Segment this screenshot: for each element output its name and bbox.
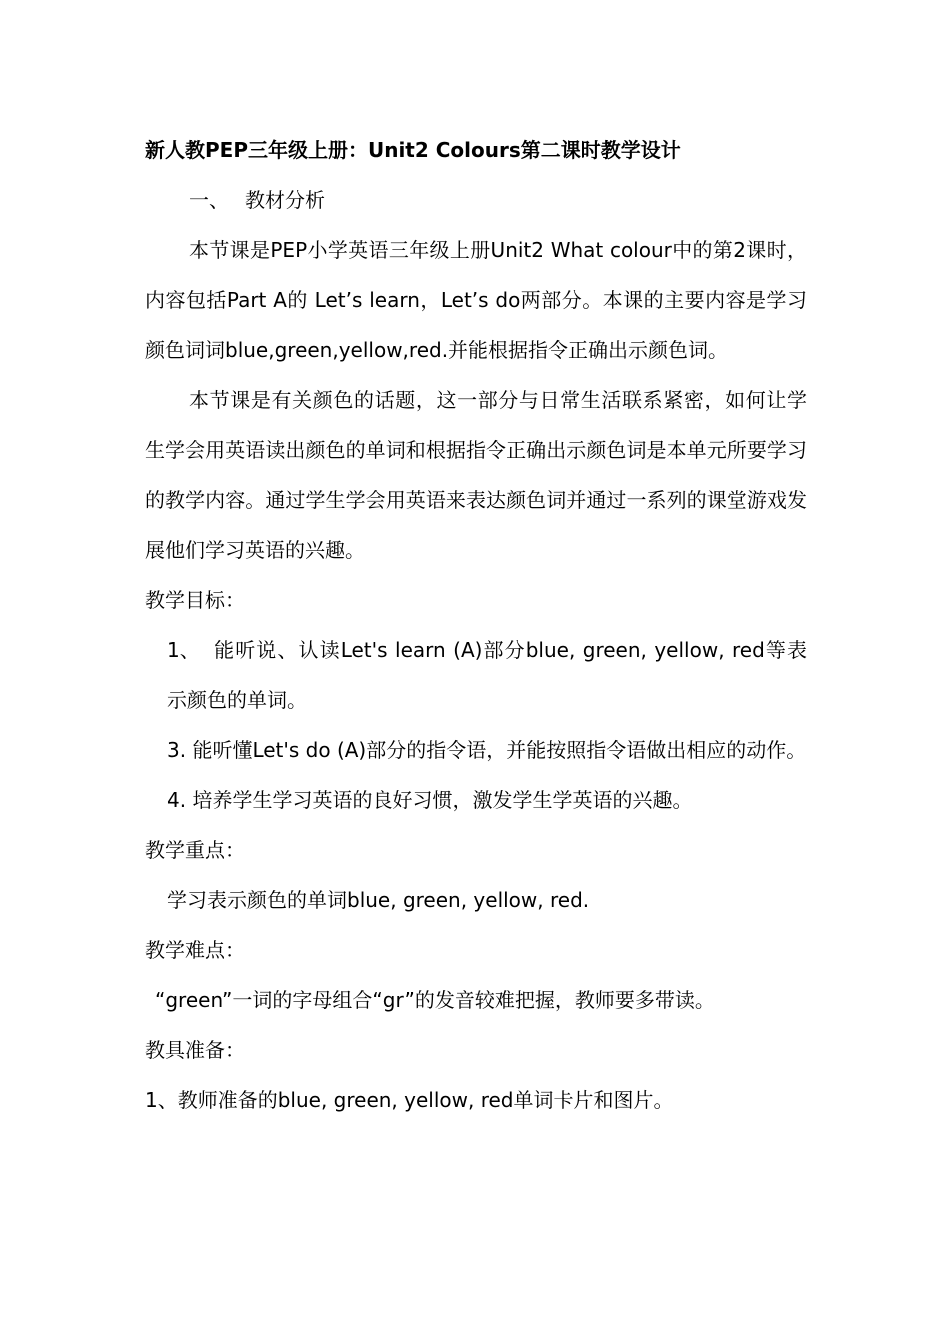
paragraph-lesson-overview: 本节课是PEP小学英语三年级上册Unit2 What colour中的第2课时，内容包括Part A的 Let’s learn，Let’s do两部分。本课的主要内容是学习颜色词词blue,green,yellow,red.并能根据指令正确出示颜色词。 <box>145 238 807 362</box>
document-title: 新人教PEP三年级上册：Unit2 Colours第二课时教学设计 <box>145 138 681 162</box>
document-content <box>145 125 807 1125</box>
objective-item-4: 4. 培养学生学习英语的良好习惯，激发学生学英语的兴趣。 <box>167 788 693 812</box>
objective-item-number: 1、 <box>167 638 200 662</box>
materials-item-1: 1、教师准备的blue, green, yellow, red单词卡片和图片。 <box>145 1088 674 1112</box>
objective-item-text: 能听说、认读Let's learn (A)部分blue, green, yellow, red等表示颜色的单词。 <box>167 638 807 712</box>
section-number: 一、 <box>189 188 229 212</box>
objective-item-3: 3. 能听懂Let's do (A)部分的指令语，并能按照指令语做出相应的动作。 <box>167 738 807 762</box>
difficulties-text: “green”一词的字母组合“gr”的发音较难把握，教师要多带读。 <box>155 988 715 1012</box>
key-points-heading: 教学重点： <box>145 838 245 862</box>
key-points-text: 学习表示颜色的单词blue, green, yellow, red. <box>167 888 590 912</box>
materials-heading: 教具准备： <box>145 1038 245 1062</box>
section-heading-text: 教材分析 <box>245 188 325 212</box>
objectives-heading: 教学目标： <box>145 588 245 612</box>
section-heading-textbook-analysis <box>145 175 807 225</box>
paragraph-lesson-topic: 本节课是有关颜色的话题，这一部分与日常生活联系紧密，如何让学生学会用英语读出颜色的单词和根据指令正确出示颜色词是本单元所要学习的教学内容。通过学生学会用英语来表达颜色词并通过一系列的课堂游戏发展他们学习英语的兴趣。 <box>145 388 807 562</box>
difficulties-heading: 教学难点： <box>145 938 245 962</box>
objective-item-1 <box>145 625 807 725</box>
